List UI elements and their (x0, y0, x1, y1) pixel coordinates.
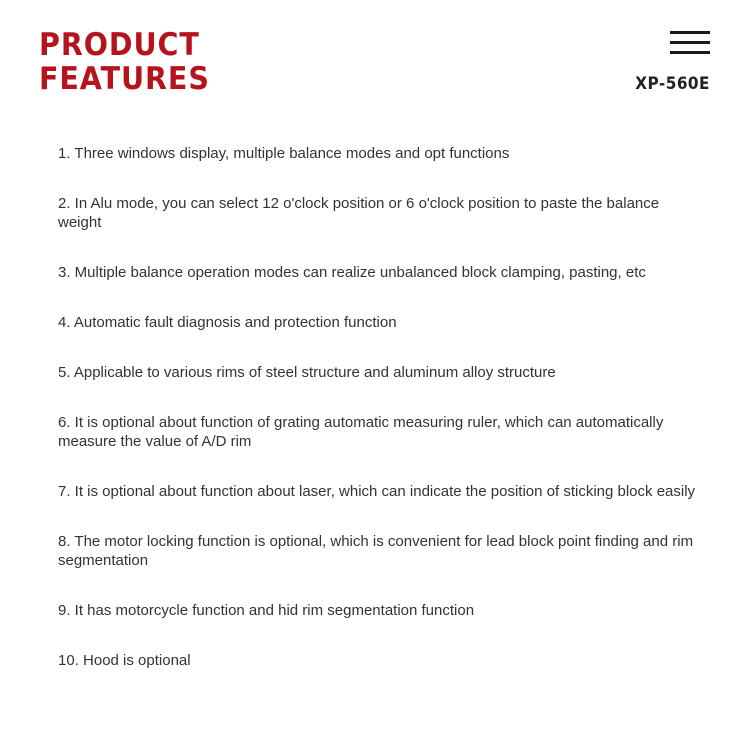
feature-item: 8. The motor locking function is optional, which is convenient for lead block point finding and rim segmentation (58, 533, 694, 569)
title-line-1: PRODUCT (39, 27, 200, 63)
hamburger-menu-icon[interactable] (670, 31, 710, 55)
model-number: XP-560E (635, 74, 710, 94)
feature-item: 10. Hood is optional (58, 652, 191, 669)
feature-item: 6. It is optional about function of grating automatic measuring ruler, which can automatically measure the value of A/D rim (58, 414, 664, 450)
menu-bar-middle (670, 41, 710, 44)
feature-item: 7. It is optional about function about laser, which can indicate the position of sticking block easily (58, 483, 696, 500)
page-title (39, 28, 210, 96)
title-line-2: FEATURES (39, 61, 210, 97)
feature-item: 4. Automatic fault diagnosis and protection function (58, 314, 397, 331)
feature-item: 2. In Alu mode, you can select 12 o'clock position or 6 o'clock position to paste the balance weight (58, 195, 660, 231)
menu-bar-top (670, 31, 710, 34)
feature-item: 1. Three windows display, multiple balance modes and opt functions (58, 145, 510, 162)
feature-item: 5. Applicable to various rims of steel structure and aluminum alloy structure (58, 364, 556, 381)
feature-item: 3. Multiple balance operation modes can realize unbalanced block clamping, pasting, etc (58, 264, 646, 281)
feature-item: 9. It has motorcycle function and hid rim segmentation function (58, 602, 475, 619)
feature-list (58, 144, 698, 701)
menu-bar-bottom (670, 51, 710, 54)
